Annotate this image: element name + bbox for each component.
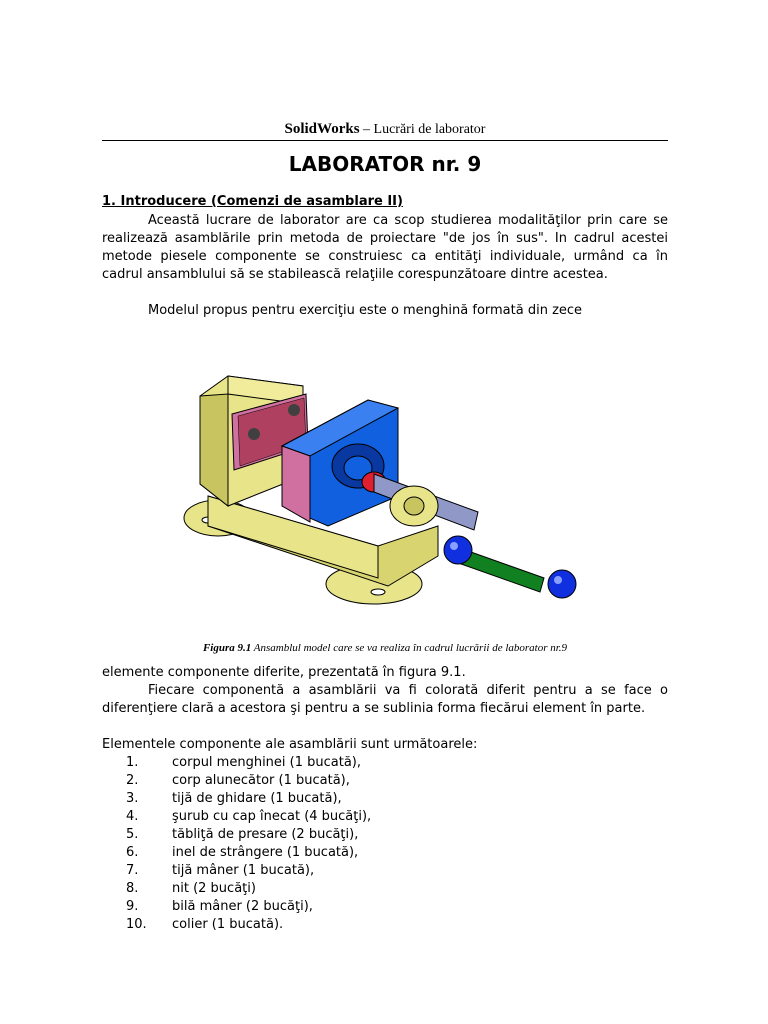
figure-label: Figura 9.1 bbox=[202, 642, 252, 654]
header-brand: SolidWorks bbox=[284, 121, 360, 137]
figure-caption-text: Ansamblul model care se va realiza în cadrul lucrării de laborator nr.9 bbox=[251, 642, 568, 654]
list-item-number: 3. bbox=[126, 791, 139, 806]
list-item-number: 1. bbox=[126, 755, 139, 770]
list-item bbox=[102, 844, 668, 862]
list-item bbox=[102, 808, 668, 826]
header-subtitle: – Lucrări de laborator bbox=[359, 122, 486, 137]
list-item-number: 2. bbox=[126, 773, 139, 788]
list-item-text: tijă de ghidare (1 bucată), bbox=[172, 791, 342, 806]
list-item bbox=[102, 898, 668, 916]
list-item-text: inel de strângere (1 bucată), bbox=[172, 845, 359, 860]
intro-paragraph-5: Elementele componente ale asamblării sunt următoarele: bbox=[102, 737, 478, 752]
list-item-number: 4. bbox=[126, 809, 139, 824]
list-item-number: 6. bbox=[126, 845, 139, 860]
list-item bbox=[102, 880, 668, 898]
list-item bbox=[102, 862, 668, 880]
running-header bbox=[102, 118, 668, 141]
list-item-number: 5. bbox=[126, 827, 139, 842]
page-title: LABORATOR nr. 9 bbox=[288, 152, 482, 176]
clamping-ring bbox=[390, 486, 438, 526]
list-item bbox=[102, 754, 668, 772]
list-item bbox=[102, 790, 668, 808]
list-item-text: şurub cu cap înecat (4 bucăţi), bbox=[172, 809, 372, 824]
list-item bbox=[102, 916, 668, 934]
vise-assembly-figure bbox=[178, 356, 578, 606]
countersunk-screw-icon bbox=[288, 404, 300, 416]
list-item bbox=[102, 772, 668, 790]
intro-paragraph-1: Această lucrare de laborator are ca scop studierea modalităţilor prin care se realizează asamblările prin metoda de proiectare "de jos în sus". In cadrul acestei metode piesele componente se construiesc ca entităţi individuale, urmând ca în cadrul ansamblului să se stabilească relaţiile corespunzătoare dintre acestea. bbox=[102, 213, 668, 282]
list-item-number: 8. bbox=[126, 881, 139, 896]
list-item-text: bilă mâner (2 bucăţi), bbox=[172, 899, 313, 914]
component-list bbox=[102, 754, 668, 934]
intro-paragraph-2: Modelul propus pentru exerciţiu este o menghină formată din zece bbox=[148, 303, 583, 318]
intro-paragraph-4: Fiecare componentă a asamblării va fi colorată diferit pentru a se face o diferenţiere clară a acestora şi pentru a se sublinia forma fiecărui element în parte. bbox=[102, 683, 668, 716]
list-item-text: tijă mâner (1 bucată), bbox=[172, 863, 315, 878]
list-item-text: corpul menghinei (1 bucată), bbox=[172, 755, 362, 770]
list-item-text: nit (2 bucăţi) bbox=[172, 881, 256, 896]
section-heading: 1. Introducere (Comenzi de asamblare II) bbox=[102, 194, 403, 209]
list-item-text: tăbliţă de presare (2 bucăţi), bbox=[172, 827, 359, 842]
list-item-number: 10. bbox=[126, 917, 147, 932]
countersunk-screw-icon bbox=[248, 428, 260, 440]
list-item-number: 9. bbox=[126, 899, 139, 914]
list-item-text: corp alunecător (1 bucată), bbox=[172, 773, 350, 788]
intro-paragraph-3: elemente componente diferite, prezentată în figura 9.1. bbox=[102, 665, 466, 680]
list-item-number: 7. bbox=[126, 863, 139, 878]
list-item bbox=[102, 826, 668, 844]
list-item-text: colier (1 bucată). bbox=[172, 917, 284, 932]
figure-caption bbox=[102, 640, 668, 656]
